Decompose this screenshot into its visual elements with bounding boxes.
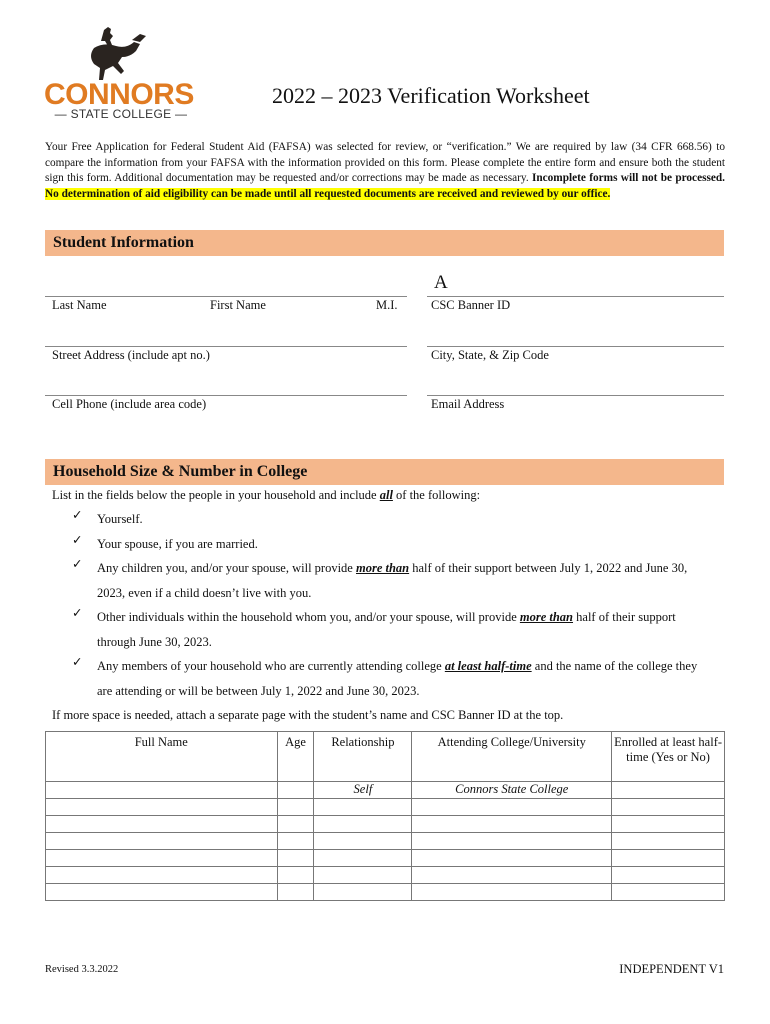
form-version: INDEPENDENT V1: [619, 962, 724, 976]
checkmark-icon: ✓: [72, 508, 83, 522]
table-row: [46, 799, 725, 816]
logo-subtitle: — STATE COLLEGE —: [54, 107, 188, 121]
extra-space-note: If more space is needed, attach a separate page with the student’s name and CSC Banner ID at the top.: [52, 708, 564, 722]
col-age: Age: [277, 732, 314, 782]
table-header-row: [46, 732, 725, 782]
checkmark-icon: ✓: [72, 533, 83, 547]
checkmark-icon: ✓: [72, 606, 83, 620]
incomplete-warning: Incomplete forms will not be processed.: [531, 172, 725, 184]
first-name-label: First Name: [210, 298, 266, 312]
phone-line[interactable]: [45, 395, 407, 396]
mi-label: M.I.: [376, 298, 398, 312]
table-row: [46, 850, 725, 867]
table-row: [46, 782, 725, 799]
city-label: City, State, & Zip Code: [431, 348, 549, 362]
street-line[interactable]: [45, 346, 407, 347]
col-college: Attending College/University: [412, 732, 612, 782]
checkmark-icon: ✓: [72, 557, 83, 571]
college-cell: Connors State College: [412, 782, 612, 799]
household-intro: List in the fields below the people in your household and include all of the following:: [52, 488, 481, 502]
age-cell[interactable]: [277, 782, 314, 799]
enrolled-cell[interactable]: [612, 782, 725, 799]
col-full-name: Full Name: [46, 732, 278, 782]
phone-label: Cell Phone (include area code): [52, 397, 207, 411]
table-row: [46, 833, 725, 850]
col-enrolled: Enrolled at least half-time (Yes or No): [612, 732, 725, 782]
household-table: [45, 731, 725, 901]
checkmark-icon: ✓: [72, 655, 83, 669]
email-label: Email Address: [431, 397, 505, 411]
revision-date: Revised 3.3.2022: [45, 964, 119, 975]
page-title: 2022 – 2023 Verification Worksheet: [272, 83, 590, 108]
city-line[interactable]: [427, 346, 724, 347]
table-row: [46, 867, 725, 884]
intro-paragraph: Your Free Application for Federal Student Aid (FAFSA) was selected for review, or “verification.” We are required by law (34 CFR 668.56) to compare the information from your FAFSA with the information provided on this form. Please complete the entire form and ensure both the student sign this form. Additional documentation may be requested and/or corrections may be made as necessary. Incomplete forms will not be processed. No determination of aid eligibility can be made until all requested documents are received and reviewed by our office.: [45, 141, 725, 200]
street-label: Street Address (include apt no.): [52, 348, 210, 362]
bronco-rider-icon: [91, 27, 146, 80]
name-cell[interactable]: [46, 782, 278, 799]
banner-id-value: A: [434, 272, 448, 293]
household-header: Household Size & Number in College: [45, 459, 724, 485]
name-line[interactable]: [45, 296, 407, 297]
email-line[interactable]: [427, 395, 724, 396]
eligibility-warning: No determination of aid eligibility can be made until all requested documents are received and reviewed by our office.: [45, 187, 611, 200]
logo-wordmark: CONNORS: [44, 78, 194, 111]
table-row: [46, 884, 725, 901]
col-relationship: Relationship: [314, 732, 412, 782]
banner-id-line[interactable]: [427, 296, 724, 297]
banner-id-label: CSC Banner ID: [431, 298, 511, 312]
relationship-cell: Self: [314, 782, 412, 799]
student-info-header: Student Information: [45, 230, 724, 256]
last-name-label: Last Name: [52, 298, 107, 312]
table-row: [46, 816, 725, 833]
